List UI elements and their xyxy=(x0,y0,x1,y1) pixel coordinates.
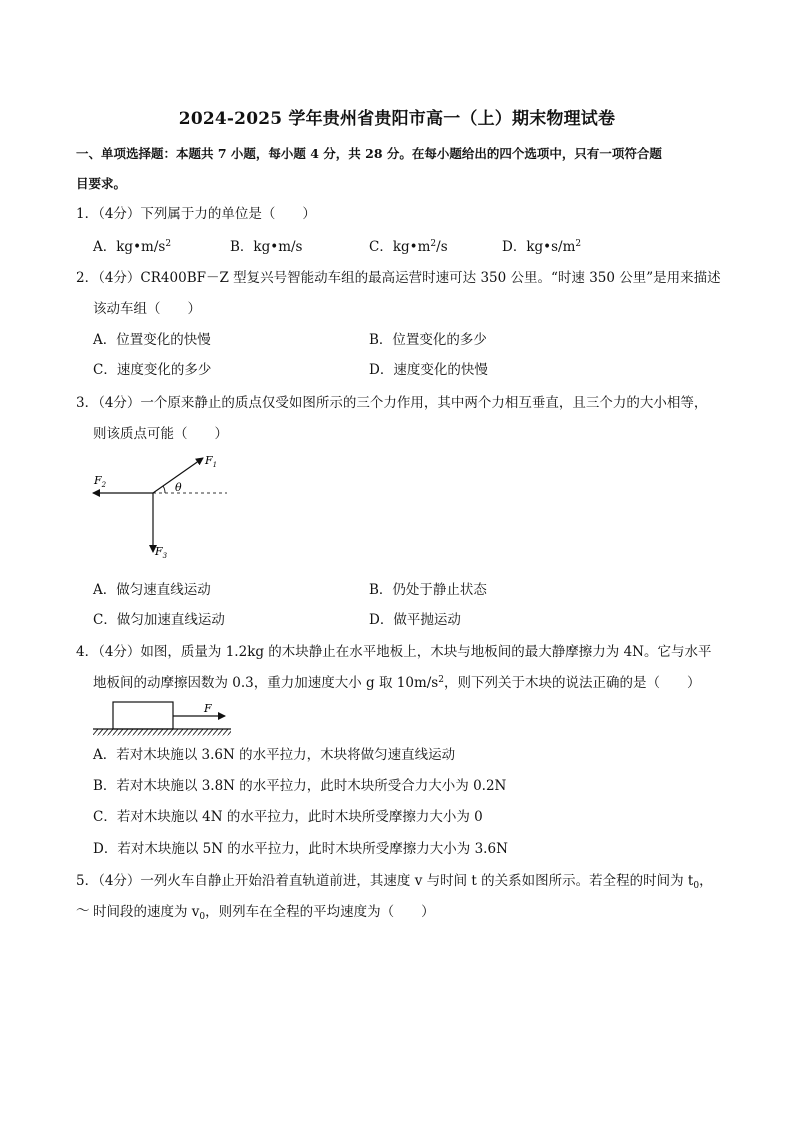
q3-f1-label: $F_1$ xyxy=(205,454,218,469)
q2-option-c[interactable]: C．速度变化的多少 xyxy=(93,362,212,378)
q3-force-diagram xyxy=(85,452,235,572)
q3-option-c[interactable]: C．做匀加速直线运动 xyxy=(93,612,225,628)
q4-line2-sup: 2 xyxy=(438,675,444,685)
question-1-stem: 1．（4分）下列属于力的单位是（ ） xyxy=(76,206,316,222)
q4-option-d[interactable]: D．若对木块施以 5N 的水平拉力，此时木块所受摩擦力大小为 3.6N xyxy=(93,841,508,857)
q4-line2-text-a: 地板间的动摩擦因数为 0.3，重力加速度大小 g 取 10m/s xyxy=(93,675,439,691)
question-3-stem-line2: 则该质点可能（ ） xyxy=(93,426,228,442)
q1-option-d[interactable] xyxy=(502,232,581,262)
q4-block-diagram xyxy=(93,699,233,739)
q1-option-a-sup: 2 xyxy=(165,239,172,249)
q3-f2-label: $F_2$ xyxy=(94,474,107,489)
q2-option-a[interactable]: A．位置变化的快慢 xyxy=(93,332,211,348)
q5-line2-sub: 0 xyxy=(199,912,206,922)
q4-line2-text-b: ，则下列关于木块的说法正确的是（ ） xyxy=(443,675,701,691)
section-heading-line2: 目要求。 xyxy=(76,176,127,191)
q1-option-d-sup: 2 xyxy=(575,239,582,249)
q5-line1-sub: 0 xyxy=(693,881,700,891)
q2-option-d[interactable]: D．速度变化的快慢 xyxy=(369,362,488,378)
q3-f3-label: $F_3$ xyxy=(155,545,168,560)
q3-theta-label: θ xyxy=(175,481,182,494)
question-5-stem-line2 xyxy=(93,897,723,927)
q1-option-a[interactable] xyxy=(93,232,171,262)
q2-option-b[interactable]: B．位置变化的多少 xyxy=(369,332,487,348)
q1-option-c-text: C．kg•m xyxy=(369,239,431,255)
q4-option-a[interactable]: A．若对木块施以 3.6N 的水平拉力，木块将做匀速直线运动 xyxy=(93,747,456,763)
q1-option-c-sup: 2 xyxy=(430,239,437,249)
q5-line2-text-b: ，则列车在全程的平均速度为（ ） xyxy=(205,904,435,920)
question-2-stem-line2: 该动车组（ ） xyxy=(93,301,201,317)
q1-option-a-text: A．kg•m/s xyxy=(93,239,166,255)
section-heading-line1: 一、单项选择题：本题共 7 小题，每小题 4 分，共 28 分。在每小题给出的四个选项中，只有一项符合题 xyxy=(76,146,662,161)
q3-option-b[interactable]: B．仍处于静止状态 xyxy=(369,582,487,598)
q1-option-d-text: D．kg•s/m xyxy=(502,239,576,255)
q5-line1-text-a: 5．（4分）一列火车自静止开始沿着直轨道前进，其速度 v 与时间 t 的关系如图所示。若全程的时间为 t xyxy=(76,873,694,889)
q4-force-label: F xyxy=(204,702,212,715)
question-4-stem-line2 xyxy=(93,668,723,698)
q1-option-c-tail: /s xyxy=(436,239,448,255)
question-4-stem-line1: 4．（4分）如图，质量为 1.2kg 的木块静止在水平地板上，木块与地板间的最大静摩擦力为 4N。它与水平 xyxy=(76,644,712,660)
q1-option-c[interactable] xyxy=(369,232,448,262)
q4-wooden-block xyxy=(113,702,173,729)
q3-theta-arc xyxy=(163,486,165,493)
q1-option-b[interactable]: B．kg•m/s xyxy=(230,239,303,255)
question-3-stem-line1: 3．（4分）一个原来静止的质点仅受如图所示的三个力作用，其中两个力相互垂直，且三个力的大小相等， xyxy=(76,395,708,411)
q4-floor-hatching xyxy=(93,730,231,736)
q4-option-b[interactable]: B．若对木块施以 3.8N 的水平拉力，此时木块所受合力大小为 0.2N xyxy=(93,778,507,794)
q5-line2-text-a: 时间段的速度为 v xyxy=(93,904,200,920)
q4-option-c[interactable]: C．若对木块施以 4N 的水平拉力，此时木块所受摩擦力大小为 0 xyxy=(93,809,483,825)
question-2-stem-line1: 2．（4分）CR400BF－Z 型复兴号智能动车组的最高运营时速可达 350 公里。“时速 350 公里”是用来描述 xyxy=(76,270,721,286)
q3-option-a[interactable]: A．做匀速直线运动 xyxy=(93,582,211,598)
page-title: 2024-2025 学年贵州省贵阳市高一（上）期末物理试卷 xyxy=(178,109,616,129)
q5-line1-text-b: ，～ xyxy=(76,873,713,919)
q3-option-d[interactable]: D．做平抛运动 xyxy=(369,612,461,628)
